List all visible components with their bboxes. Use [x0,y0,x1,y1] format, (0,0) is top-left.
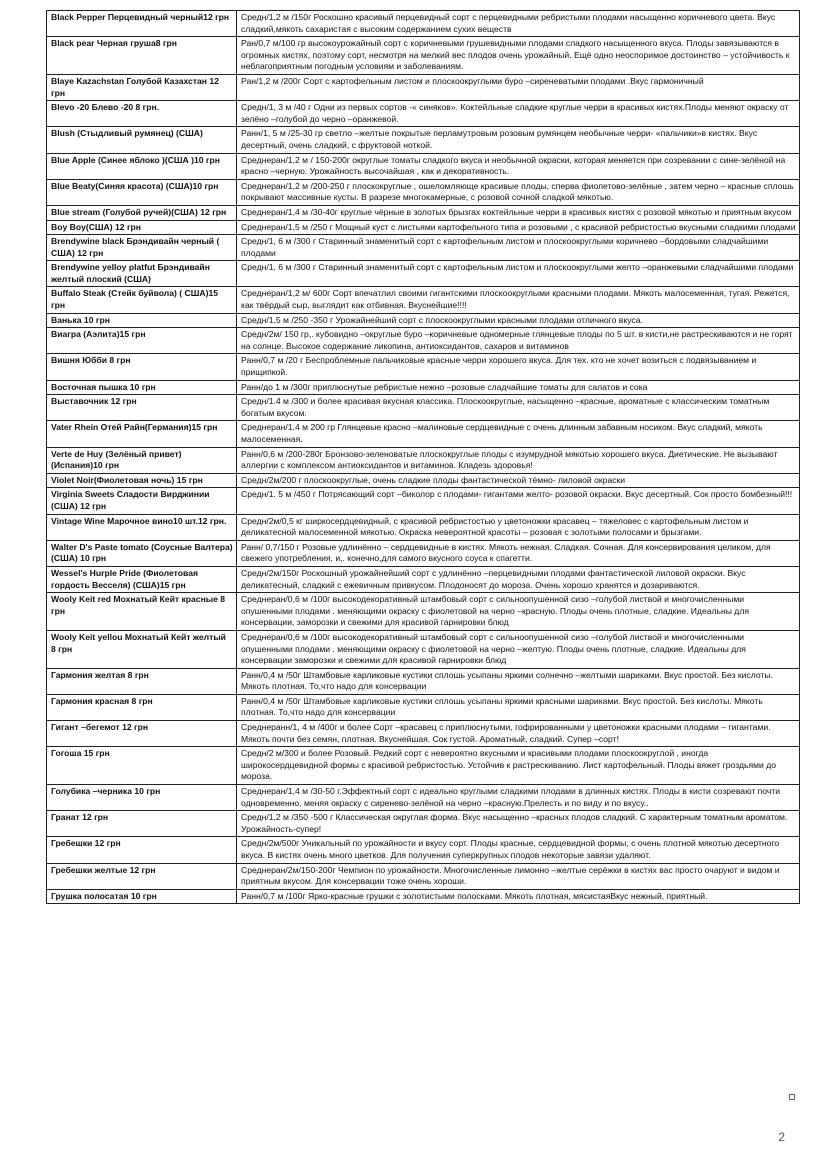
variety-description: Среднеран/0,6 м /100г высокодекоративный штамбовый сорт с сильноопушенной сизо –голубой листвой и многочисленными опушенными плодами . меняющими окраску с фиолетовой на черно –желтую. Плоды очень плотные, сладкие. Идеальны для консервации заморозки и свежими для красивой гарнировки блюд [237,630,800,668]
variety-description: Среднеран/2м/150-200г Чемпион по урожайности. Многочисленные лимонно –желтые серёжки в кистях вас просто очаруют и видом и приятным вкусом. Для консервации тоже очень хороши. [237,863,800,889]
variety-name: Blaye Kazachstan Голубой Казахстан 12 грн [47,74,237,100]
table-row [47,863,800,889]
document-sheet [46,10,796,904]
table-row [47,153,800,179]
variety-description: Средн/1,2 м /350 -500 г Классическая округлая форма. Вкус насыщенно –красных плодов сладкий. С характерным томатным ароматом. Урожайность-супер! [237,811,800,837]
variety-description: Средн/1, 3 м /40 г Одни из первых сортов -« синяков». Коктейльные сладкие круглые черри в красивых кистях.Плоды меняют окраску от зелёно –голубой до черно –оранжевой. [237,101,800,127]
table-row [47,747,800,785]
table-row [47,179,800,205]
variety-description: Средн/2м/500г Уникальный по урожайности и вкусу сорт. Плоды красные, сердцевидной формы, с очень плотной мякотью десертного вкуса. В кистях очень много цветков. Для получения суперкрупных плодов некоторые завязи удаляют. [237,837,800,863]
table-row [47,473,800,488]
variety-description: Ран/0,7 м/100 гр высокоурожайный сорт с коричневыми грушевидными плодами сладкого насыщенного вкуса. Плоды завязываются в огромных кистях, поэтому сорт, несмотря на мелкий вес плодов очень урожайный. Ещё одно неоспоримое достоинство – устойчивость к неблагоприятным погодным условиям и заболеваниям. [237,37,800,75]
table-row [47,235,800,261]
variety-name: Vintage Wine Марочное вино10 шт.12 грн. [47,514,237,540]
table-row [47,447,800,473]
variety-name: Blue Apple (Синее яблоко )(США )10 грн [47,153,237,179]
variety-description: Ранн/0,7 м /20 г Беспроблемные пальчиковые красные черри хорошего вкуса. Для тех. кто не хочет возиться с подвязыванием и прищипкой. [237,354,800,380]
variety-name: Wooly Keit yellou Мохнатый Кейт желтый 8 грн [47,630,237,668]
table-row [47,785,800,811]
variety-name: Восточная пышка 10 грн [47,380,237,395]
variety-name: Black Pepper Перцевидный черный12 грн [47,11,237,37]
variety-name: Гигант –бегемот 12 грн [47,721,237,747]
variety-description: Средн/1. 5 м /450 г Потрясающий сорт –биколор с плодами- гигантами желто- розовой окраски. Вкус десертный. Сок просто бомбезный!!! [237,488,800,514]
variety-name: Голубика –черника 10 грн [47,785,237,811]
table-row [47,11,800,37]
table-row [47,261,800,287]
variety-description: Средн/1,2 м /150г Роскошно красивый перцевидный сорт с перцевидными ребристыми плодами насыщенно коричневого цвета. Вкус сладкий,мякоть сахаристая с высоким содержанием сухих веществ [237,11,800,37]
table-row [47,668,800,694]
table-row [47,380,800,395]
table-row [47,287,800,313]
variety-name: Black pear Черная груша8 грн [47,37,237,75]
variety-description: Ранн/ 0,7/150 г Розовые удлинённо – сердцевидные в кистях. Мякоть нежная. Сладкая. Сочная. Для консервирования целиком, для свежего употребления, и,. конечно,для самого вкусного соуса к спагетти. [237,540,800,566]
table-row [47,127,800,153]
variety-description: Средн/1,5 м /250 -350 г Урожайнейший сорт с плоскоокруглыми красными плодами отличного вкуса. [237,313,800,328]
variety-description: Среднеранн/1, 4 м /400г и более Сорт –красавец с приплюснутыми, гофрированными у цветоножки красными плодами – гигантами. Мякоть почти без семян, плотная. Вкуснейшая. Сок густой. Ароматный, сладкий. Супер –сорт! [237,721,800,747]
table-row [47,889,800,904]
variety-description: Средн/1, 6 м /300 г Старинный знаменитый сорт с картофельным листом и плоскоокруглыми желто –оранжевыми сладчайшими плодами [237,261,800,287]
variety-name: Violet Noir(Фиолетовая ночь) 15 грн [47,473,237,488]
variety-name: Гребешки желтые 12 грн [47,863,237,889]
variety-name: Wooly Keit red Мохнатый Кейт красные 8 грн [47,593,237,631]
variety-description: Ранн/0,4 м /50г Штамбовые карликовые кустики сплошь усыпаны яркими красными шариками. Вкус простой. Без кислоты. Мякоть плотная. То,что надо для консервации [237,694,800,720]
table-row [47,328,800,354]
table-row [47,421,800,447]
table-row [47,721,800,747]
variety-name: Brendywine yelloy platfut Брэндивайн желтый плоский (США) [47,261,237,287]
variety-name: Vater Rhein Отей Райн(Германия)15 грн [47,421,237,447]
variety-name: Blue stream (Голубой ручей)(США) 12 грн [47,205,237,220]
table-row [47,220,800,235]
variety-description: Среднеран/0,6 м /100г высокодекоративный штамбовый сорт с сильноопушенной сизо –голубой листвой и многочисленными опушенными плодами . меняющими окраску с фиолетовой на черно –красную. Плоды очень плотные, сладкие. Идеальны для консервации, заморозки и свежими для красивой гарнировки блюд [237,593,800,631]
variety-name: Гармония желтая 8 грн [47,668,237,694]
table-row [47,593,800,631]
variety-name: Ванька 10 грн [47,313,237,328]
variety-name: Brendywine black Брэндивайн черный ( США) 12 грн [47,235,237,261]
variety-description: Ранн/0,7 м /100г Ярко-красные грушки с золотистыми полосками. Мякоть плотная, мясистаяВкус нежный, приятный. [237,889,800,904]
page-number: 2 [778,1130,785,1144]
table-row [47,630,800,668]
table-body [47,11,800,904]
table-row [47,395,800,421]
variety-name: Виагра (Аэлита)15 грн [47,328,237,354]
variety-description: Средн/1, 6 м /300 г Старинный знаменитый сорт с картофельным листом и плоскоокруглыми коричнево –бордовыми сладчайшими плодами [237,235,800,261]
table-row [47,205,800,220]
table-row [47,37,800,75]
variety-name: Blevo -20 Блево -20 8 грн. [47,101,237,127]
table-row [47,488,800,514]
table-row [47,313,800,328]
varieties-table [46,10,800,904]
variety-description: Среднеран/1,4 м /30-40г круглые чёрные в золотых брызгах коктейльные черри в красивых кистях с розовой мякотью и приятным вкусом [237,205,800,220]
table-row [47,811,800,837]
table-row [47,837,800,863]
table-row [47,694,800,720]
variety-name: Boy Boy(США) 12 грн [47,220,237,235]
table-row [47,514,800,540]
variety-description: Средн/2м/150г Роскошный урожайнейший сорт с удлинённо –перцевидными плодами фантастической лиловой окраски. Вкус деликатесный, сладкий с ежевичным привкусом. Плодоносят до мороза. Очень хорошо хранятся и дозариваются. [237,566,800,592]
variety-description: Среднеран/1,2 м/ 600г Сорт впечатлил своими гигантскими плоскоокруглыми красными плодами. Мякоть малосеменная, тугая. Режется, как твёрдый сыр, выглядит как отбивная. Вкуснейшие!!!! [237,287,800,313]
variety-name: Blush (Стыдливый румянец) (США) [47,127,237,153]
variety-description: Средн/2м/200 г плоскоокруглые, очень сладкие плоды фантастической тёмно- лиловой окраски [237,473,800,488]
variety-description: Среднеран/1,4 м /30-50 г.Эффектный сорт с идеально круглыми сладкими плодами в длинных кистях. Плоды в кисти созревают почти одновременно, меняя окраску с сиренево-зелёной на черно –красную.Прелесть и по виду и по вкусу.. [237,785,800,811]
variety-description: Ранн/1, 5 м /25-30 гр светло –желтые покрытые перламутровым розовым румянцем необычные черри- «пальчики»в кистях. Вкус десертный, очень сладкий, с фруктовой ноткой. [237,127,800,153]
variety-name: Гранат 12 грн [47,811,237,837]
variety-description: Среднеран/1,4 м 200 гр Глянцевые красно –малиновые сердцевидные с очень длинным забавным носиком. Вкус сладкий, мякоть малосеменная. [237,421,800,447]
variety-name: Blue Beaty(Синяя красота) (США)10 грн [47,179,237,205]
variety-description: Ранн/0,4 м /50г Штамбовые карликовые кустики сплошь усыпаны яркими солнечно –желтыми шариками. Вкус простой. Без кислоты. Мякоть плотная. То,что надо для консервации [237,668,800,694]
variety-name: Выставочник 12 грн [47,395,237,421]
variety-description: Ранн/до 1 м /300г приплюснутые ребристые нежно –розовые сладчайшие томаты для салатов и сока [237,380,800,395]
variety-name: Virginia Sweets Сладости Вирджинии (США) 12 грн [47,488,237,514]
variety-name: Buffalo Steak (Стейк буйвола) ( США)15 грн [47,287,237,313]
variety-description: Средн/2 м/300 и более Розовый. Редкий сорт с невероятно вкусными и красивыми плодами плоскоокруглой , иногда широкосердцевидной формы с красивой ребристостью. Устойчив к растрескиванию. Лист картофельный. Плоды вяжет гроздьями до мороза. [237,747,800,785]
variety-name: Гогоша 15 грн [47,747,237,785]
variety-name: Wessel's Hurple Pride (Фиолетовая гордость Весселя) (США)15 грн [47,566,237,592]
variety-description: Ранн/0,6 м /200-280г Бронзово-зеленоватые плоскокруглые плоды с изумрудной мякотью хорошего вкуса. Диетические. Не вызывают аллергии с комплексом антиоксидантов и витаминов. Кладезь здоровья! [237,447,800,473]
table-row [47,101,800,127]
variety-name: Грушка полосатая 10 грн [47,889,237,904]
variety-name: Verte de Huy (Зелёный привет)(Испания)10 грн [47,447,237,473]
variety-description: Среднеран/1,2 м / 150-200г округлые томаты сладкого вкуса и необычной окраски, которая меняется при созревании с сине-зелёной на красно –черную. Урожайность высочайшая , как и декоративность. [237,153,800,179]
table-row [47,540,800,566]
variety-name: Вишня Юбби 8 грн [47,354,237,380]
variety-description: Ран/1,2 м /200г Сорт с картофельным листом и плоскоокруглыми буро –сиреневатыми плодами .Вкус гармоничный [237,74,800,100]
table-row [47,74,800,100]
variety-description: Средн/2м/ 150 гр,. кубовидно –округлые буро –коричневые одномерные глянцевые плоды по 5 шт. в кисти,не растрескиваются и не горят на солнце. Высокое содержание ликопина, антиоксидантов, сахаров и витаминов [237,328,800,354]
variety-description: Среднеран/1,2 м /200-250 г плоскокруглые , ошеломляюще красивые плоды, сперва фиолетово-зелёные , затем черно – красные сплошь покрывают массивные кусты. В разрезе многокамерные, с розовой сочной сладкой мякотью. [237,179,800,205]
variety-name: Гребешки 12 грн [47,837,237,863]
variety-description: Средн/2м/0,5 кг ширкосердцевидный, с красивой ребристостью у цветоножки красавец – тяжеловес с картофельным листом и деликатесной малосеменной мякотью. Окраска невероятной красоты – розовая с золотыми полосами и брызгами. [237,514,800,540]
table-row [47,354,800,380]
table-row [47,566,800,592]
variety-description: Средн/1.4 м /300 и более красивая вкусная классика. Плоскоокруглые, насыщенно –красные, ароматные с классическим томатным богатым вкусом. [237,395,800,421]
variety-name: Walter D's Paste tomato (Соусные Валтера)(США) 10 грн [47,540,237,566]
variety-name: Гармония красная 8 грн [47,694,237,720]
table-resize-handle[interactable] [789,1094,795,1100]
variety-description: Среднеран/1,5 м /250 г Мощный куст с листьями картофельного типа и розовыми , с красивой ребристостью вкусными сладкими плодами [237,220,800,235]
